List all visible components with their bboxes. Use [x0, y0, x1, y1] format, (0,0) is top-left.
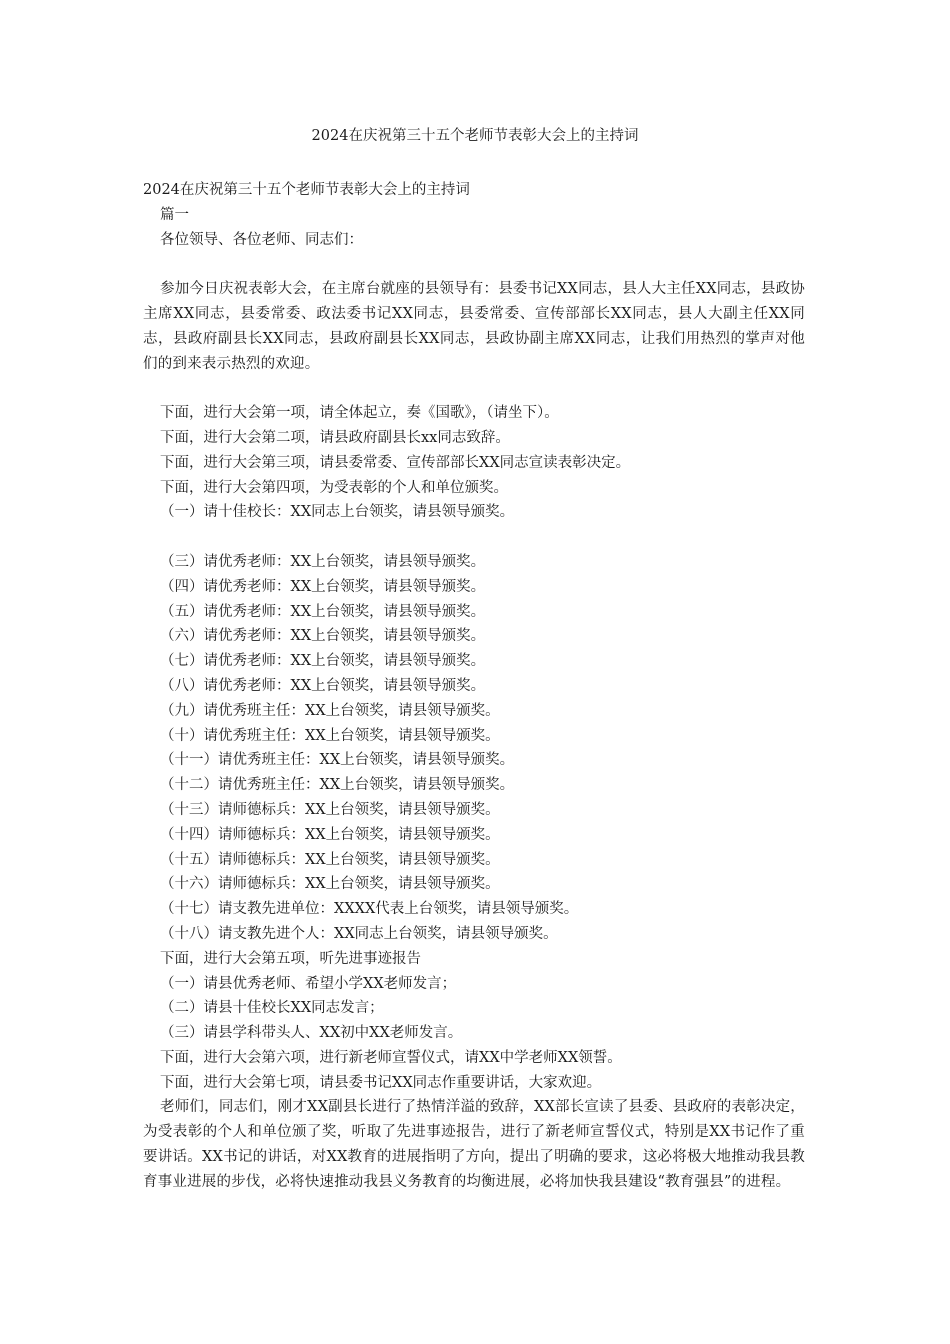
award-item: （十三）请师德标兵：XX上台领奖，请县领导颁奖。: [160, 801, 500, 818]
blank-line: [143, 525, 805, 550]
agenda-item: （一）请十佳校长：XX同志上台领奖，请县领导颁奖。: [160, 504, 515, 521]
award-item: （三）请优秀老师：XX上台领奖，请县领导颁奖。: [160, 553, 486, 570]
blank-line: [143, 376, 805, 401]
intro-paragraph: 参加今日庆祝表彰大会，在主席台就座的县领导有：县委书记XX同志，县人大主任XX同志，县政协主席XX同志，县委常委、政法委书记XX同志，县委常委、宣传部部长XX同志，县人大副主任XX同志，县政府副县长XX同志，县政府副县长XX同志，县政协副主席XX同志，让我们用热烈的掌声对他们的到来表示热烈的欢迎。: [143, 281, 805, 372]
report-item: （三）请县学科带头人、XX初中XX老师发言。: [160, 1025, 463, 1042]
agenda-item: 下面，进行大会第四项，为受表彰的个人和单位颁奖。: [160, 479, 508, 496]
award-item: （十六）请师德标兵：XX上台领奖，请县领导颁奖。: [160, 876, 500, 893]
closing-paragraph: 老师们，同志们，刚才XX副县长进行了热情洋溢的致辞，XX部长宣读了县委、县政府的表彰决定，为受表彰的个人和单位颁了奖，听取了先进事迹报告，进行了新老师宣誓仪式，特别是XX书记作了重要讲话。XX书记的讲话，对XX教育的进展指明了方向，提出了明确的要求，这必将极大地推动我县教育事业进展的步伐，必将快速推动我县义务教育的均衡进展，必将加快我县建设“教育强县”的进程。: [143, 1099, 805, 1190]
document-body: [143, 178, 805, 1195]
award-item: （四）请优秀老师：XX上台领奖，请县领导颁奖。: [160, 578, 486, 595]
award-item: （八）请优秀老师：XX上台领奖，请县领导颁奖。: [160, 677, 486, 694]
award-item: （十四）请师德标兵：XX上台领奖，请县领导颁奖。: [160, 826, 500, 843]
award-item: （十一）请优秀班主任：XX上台领奖，请县领导颁奖。: [160, 752, 515, 769]
award-item: （十）请优秀班主任：XX上台领奖，请县领导颁奖。: [160, 727, 500, 744]
agenda-item: 下面，进行大会第一项，请全体起立，奏《国歌》，（请坐下）。: [160, 405, 559, 422]
award-item: （九）请优秀班主任：XX上台领奖，请县领导颁奖。: [160, 702, 500, 719]
agenda-item: 下面，进行大会第七项，请县委书记XX同志作重要讲话，大家欢迎。: [160, 1074, 602, 1091]
blank-line: [143, 252, 805, 277]
award-item: （十八）请支教先进个人：XX同志上台领奖，请县领导颁奖。: [160, 925, 558, 942]
award-item: （十二）请优秀班主任：XX上台领奖，请县领导颁奖。: [160, 777, 515, 794]
agenda-item: 下面，进行大会第六项，进行新老师宣誓仪式，请XX中学老师XX领誓。: [160, 1049, 622, 1066]
award-item: （七）请优秀老师：XX上台领奖，请县领导颁奖。: [160, 653, 486, 670]
award-item: （五）请优秀老师：XX上台领奖，请县领导颁奖。: [160, 603, 486, 620]
document-title: 2024在庆祝第三十五个老师节表彰大会上的主持词: [311, 128, 639, 144]
award-item: （十五）请师德标兵：XX上台领奖，请县领导颁奖。: [160, 851, 500, 868]
award-item: （六）请优秀老师：XX上台领奖，请县领导颁奖。: [160, 628, 486, 645]
agenda-item: 下面，进行大会第三项，请县委常委、宣传部部长XX同志宣读表彰决定。: [160, 454, 631, 471]
document-subtitle: 2024在庆祝第三十五个老师节表彰大会上的主持词: [143, 182, 470, 198]
section-label: 篇一: [160, 206, 189, 223]
agenda-item: 下面，进行大会第五项，听先进事迹报告: [160, 950, 421, 967]
award-item: （十七）请支教先进单位：XXXX代表上台领奖，请县领导颁奖。: [160, 901, 579, 918]
report-item: （一）请县优秀老师、希望小学XX老师发言；: [160, 975, 457, 992]
greeting: 各位领导、各位老师、同志们：: [160, 231, 363, 248]
agenda-item: 下面，进行大会第二项，请县政府副县长xx同志致辞。: [160, 429, 510, 446]
report-item: （二）请县十佳校长XX同志发言；: [160, 1000, 384, 1017]
